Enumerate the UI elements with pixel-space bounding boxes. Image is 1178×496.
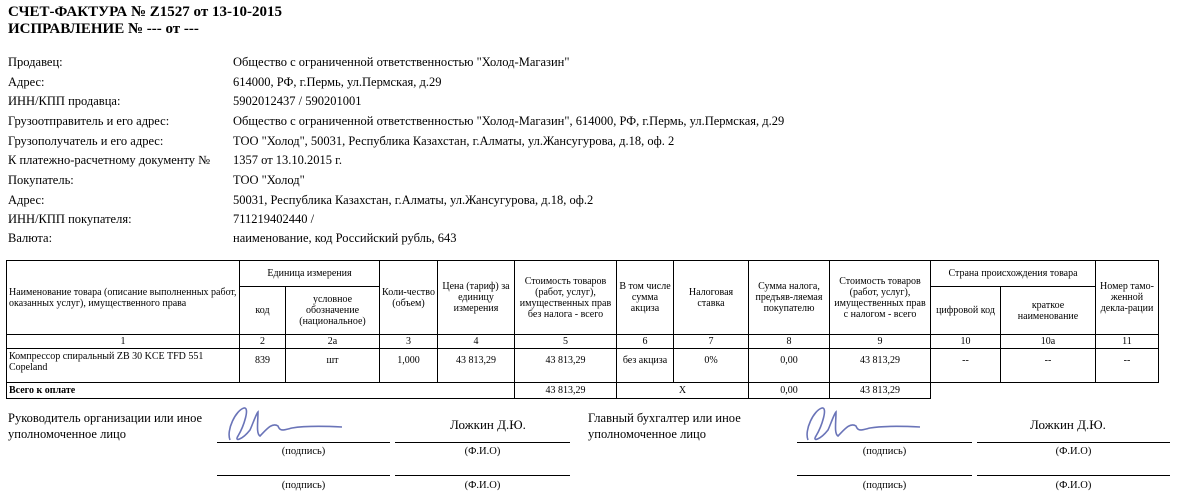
info-value: наименование, код Российский рубль, 643 [233,231,457,245]
header-customs: Номер тамо-женной декла-рации [1096,261,1159,335]
info-label: Продавец: [8,55,63,69]
info-value: 50031, Республика Казахстан, г.Алматы, ул.Жансугурова, д.18, оф.2 [233,193,594,207]
header-cost-no-tax: Стоимость товаров (работ, услуг), имущественных прав без налога - всего [515,261,617,335]
column-number: 11 [1096,335,1159,349]
item-name: Компрессор спиральный ZB 30 KCE TFD 551 Copeland [7,349,240,383]
info-value: 614000, РФ, г.Пермь, ул.Пермская, д.29 [233,75,442,89]
info-value: Общество с ограниченной ответственностью "Холод-Магазин" [233,55,570,69]
invoice-title: СЧЕТ-ФАКТУРА № Z1527 от 13-10-2015 [8,4,282,20]
header-unit-code: код [240,287,286,335]
item-customs: -- [1096,349,1159,383]
accountant-name: Ложкин Д.Ю. [1030,417,1106,432]
info-label: Адрес: [8,193,45,207]
item-price: 43 813,29 [438,349,515,383]
accountant-title: Главный бухгалтер или иное уполномоченное лицо [588,411,741,441]
info-label: К платежно-расчетному документу № [8,153,211,167]
accountant-sign-caption: (подпись) [862,446,907,457]
head-signature [222,400,352,445]
header-tax-rate: Налоговая ставка [674,261,749,335]
total-label: Всего к оплате [7,383,515,399]
total-cost-no-tax: 43 813,29 [515,383,617,399]
info-label: Грузоотправитель и его адрес: [8,114,170,128]
invoice-table [6,260,1159,399]
info-label: Грузополучатель и его адрес: [8,134,164,148]
extra2-sign-caption: (подпись) [862,480,907,491]
item-tax-sum: 0,00 [749,349,830,383]
info-label: Покупатель: [8,173,74,187]
accountant-fio-caption: (Ф.И.О) [1055,446,1092,457]
column-number: 3 [380,335,438,349]
header-unit: Единица измерения [240,261,380,287]
column-number: 5 [515,335,617,349]
info-value: 5902012437 / 590201001 [233,94,362,108]
extra2-fio-caption: (Ф.И.О) [1055,480,1092,491]
header-unit-symbol: условное обозначение (национальное) [286,287,380,335]
column-numbers-row [7,335,1159,349]
extra-fio-caption: (Ф.И.О) [464,480,501,491]
info-label: Валюта: [8,231,53,245]
item-cost-with-tax: 43 813,29 [830,349,931,383]
column-number: 6 [617,335,674,349]
info-label: ИНН/КПП покупателя: [8,212,132,226]
column-number: 2а [286,335,380,349]
column-number: 10 [931,335,1001,349]
info-value: ТОО "Холод" [233,173,305,187]
header-cost-with-tax: Стоимость товаров (работ, услуг), имущественных прав с налогом - всего [830,261,931,335]
header-price: Цена (тариф) за единицу измерения [438,261,515,335]
total-tax-sum: 0,00 [749,383,830,399]
item-qty: 1,000 [380,349,438,383]
header-country-code: цифровой код [931,287,1001,335]
total-mark: X [617,383,749,399]
column-number: 4 [438,335,515,349]
head-name: Ложкин Д.Ю. [450,417,526,432]
total-cost-with-tax: 43 813,29 [830,383,931,399]
column-number: 9 [830,335,931,349]
correction-title: ИСПРАВЛЕНИЕ № --- от --- [8,21,199,37]
info-value: 1357 от 13.10.2015 г. [233,153,343,167]
info-value: 711219402440 / [233,212,315,226]
item-tax-rate: 0% [674,349,749,383]
header-tax-sum: Сумма налога, предъяв-ляемая покупателю [749,261,830,335]
total-row [7,383,1159,399]
info-value: Общество с ограниченной ответственностью "Холод-Магазин", 614000, РФ, г.Пермь, ул.Пермская, д.29 [233,114,785,128]
header-country: Страна происхождения товара [931,261,1096,287]
info-label: Адрес: [8,75,45,89]
header-qty: Коли-чество (объем) [380,261,438,335]
header-country-name: краткое наименование [1001,287,1096,335]
extra-sign-caption: (подпись) [281,480,326,491]
head-sign-caption: (подпись) [281,446,326,457]
column-number: 7 [674,335,749,349]
item-country-name: -- [1001,349,1096,383]
column-number: 10а [1001,335,1096,349]
info-label: ИНН/КПП продавца: [8,94,121,108]
item-excise: без акциза [617,349,674,383]
head-fio-caption: (Ф.И.О) [464,446,501,457]
column-number: 1 [7,335,240,349]
table-row [7,349,1159,383]
accountant-signature [800,400,930,445]
header-excise: В том числе сумма акциза [617,261,674,335]
item-country-code: -- [931,349,1001,383]
column-number: 8 [749,335,830,349]
info-value: ТОО "Холод", 50031, Республика Казахстан, г.Алматы, ул.Жансугурова, д.18, оф. 2 [233,134,675,148]
item-unit-code: 839 [240,349,286,383]
header-name: Наименование товара (описание выполненных работ, оказанных услуг), имущественного права [7,261,240,335]
item-unit-symbol: шт [286,349,380,383]
head-title: Руководитель организации или иное уполномоченное лицо [8,411,203,441]
column-number: 2 [240,335,286,349]
item-cost-no-tax: 43 813,29 [515,349,617,383]
